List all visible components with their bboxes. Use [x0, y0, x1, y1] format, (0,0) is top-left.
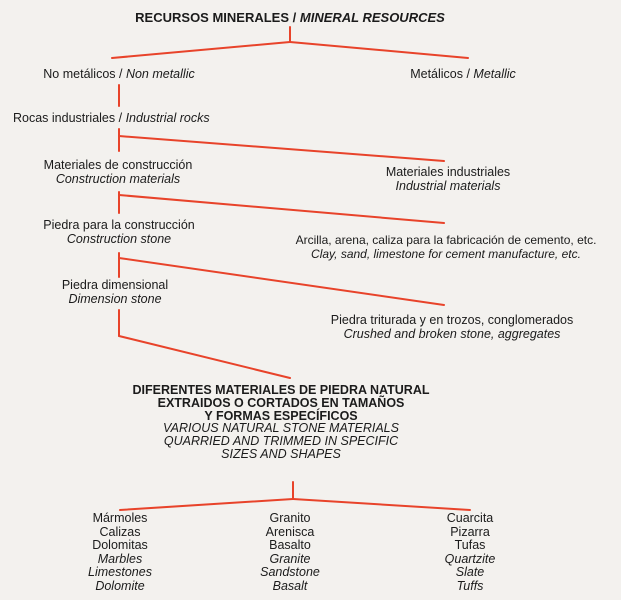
node-group-marble-limestone-dolomite [88, 512, 152, 594]
natural-stone-en-line-3: SIZES AND SHAPES [221, 446, 341, 461]
construction-materials-en: Construction materials [55, 172, 181, 186]
group-center-en-2: Sandstone [260, 565, 320, 580]
natural-stone-en-line-1: VARIOUS NATURAL STONE MATERIALS [163, 421, 399, 436]
metallic-es: Metálicos [410, 67, 463, 81]
group-left-es-3: Dolomitas [92, 538, 148, 553]
group-left-en-3: Dolomite [95, 578, 145, 593]
metallic-en: Metallic [473, 67, 516, 81]
root-label-en: MINERAL RESOURCES [299, 10, 445, 25]
non-metallic-separator: / [115, 67, 126, 81]
dimension-stone-en: Dimension stone [68, 292, 162, 306]
industrial-materials-en: Industrial materials [395, 179, 501, 193]
group-right-es-2: Pizarra [450, 524, 490, 539]
group-center-en-1: Granite [269, 551, 311, 566]
industrial-rocks-es: Rocas industriales [13, 111, 116, 125]
group-right-en-3: Tuffs [456, 578, 484, 593]
cement-materials-en: Clay, sand, limestone for cement manufacture, etc. [311, 247, 581, 261]
industrial-materials-es: Materiales industriales [385, 165, 511, 179]
natural-stone-en-line-2: QUARRIED AND TRIMMED IN SPECIFIC [163, 434, 399, 449]
group-center-es-3: Basalto [269, 538, 311, 553]
group-left-es-2: Calizas [99, 524, 141, 539]
root-separator: / [289, 10, 300, 25]
construction-materials-es: Materiales de construcción [43, 158, 193, 172]
non-metallic-en: Non metallic [125, 67, 195, 81]
group-center-en-3: Basalt [272, 578, 308, 593]
metallic-separator: / [463, 67, 474, 81]
group-center-es-2: Arenisca [265, 524, 315, 539]
group-right-en-2: Slate [455, 565, 485, 580]
node-industrial-materials [386, 165, 510, 193]
connector-root-right [290, 42, 468, 58]
group-center-es-1: Granito [269, 511, 311, 525]
node-dimension-stone [62, 278, 168, 306]
crushed-stone-es: Piedra triturada y en trozos, conglomerados [330, 313, 574, 327]
root-label-es: RECURSOS MINERALES [135, 10, 290, 25]
node-mineral-resources [135, 11, 445, 25]
non-metallic-es: No metálicos [43, 67, 116, 81]
connector-natural-right [293, 499, 470, 510]
connector-natural-left [120, 499, 293, 510]
construction-stone-en: Construction stone [66, 232, 172, 246]
crushed-stone-en: Crushed and broken stone, aggregates [343, 327, 561, 341]
dimension-stone-es: Piedra dimensional [61, 278, 169, 292]
group-right-es-3: Tufas [454, 538, 486, 553]
connector-dimension-natural [119, 336, 290, 378]
node-cement-materials [296, 233, 597, 261]
cement-materials-es: Arcilla, arena, caliza para la fabricación de cemento, etc. [295, 233, 597, 247]
industrial-rocks-separator: / [115, 111, 126, 125]
industrial-rocks-en: Industrial rocks [125, 111, 210, 125]
node-crushed-stone [331, 313, 574, 341]
natural-stone-es-line-2: EXTRAIDOS O CORTADOS EN TAMAÑOS [157, 395, 405, 410]
group-left-en-2: Limestones [88, 565, 152, 580]
group-right-en-1: Quartzite [444, 551, 496, 566]
node-group-granite-sandstone-basalt [260, 512, 320, 594]
node-construction-materials [44, 158, 193, 186]
group-right-es-1: Cuarcita [446, 511, 494, 525]
node-non-metallic [43, 67, 194, 81]
node-natural-stone-materials [133, 384, 430, 461]
node-group-quartzite-slate-tuffs [445, 512, 496, 594]
connector-root-left [112, 42, 290, 58]
construction-stone-es: Piedra para la construcción [43, 218, 195, 232]
node-metallic [410, 67, 516, 81]
group-left-en-1: Marbles [97, 551, 143, 566]
natural-stone-es-line-3: Y FORMAS ESPECÍFICOS [204, 408, 358, 423]
group-left-es-1: Mármoles [92, 511, 148, 525]
node-industrial-rocks [13, 111, 210, 125]
node-construction-stone [43, 218, 194, 246]
natural-stone-es-line-1: DIFERENTES MATERIALES DE PIEDRA NATURAL [132, 383, 430, 397]
